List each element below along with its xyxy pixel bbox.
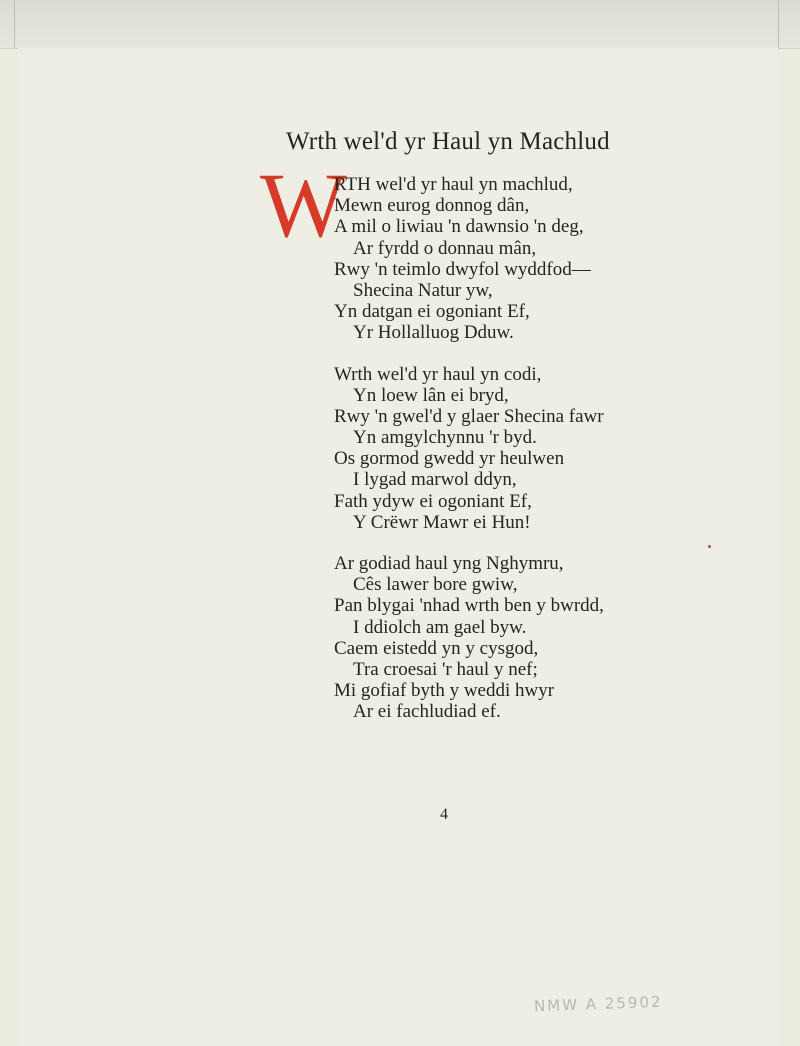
poem-line: Mewn eurog donnog dân, (334, 195, 530, 217)
stanza (334, 364, 604, 534)
stanza (334, 174, 604, 344)
poem-line: Yn loew lân ei bryd, (353, 384, 509, 406)
poem-line: Yn datgan ei ogoniant Ef, (334, 301, 530, 323)
poem-line: Os gormod gwedd yr heulwen (334, 448, 565, 470)
poem-line: Yn amgylchynnu 'r byd. (353, 427, 537, 449)
poem-line: Shecina Natur yw, (353, 279, 493, 301)
poem-line: Cês lawer bore gwiw, (353, 574, 518, 596)
poem-title: Wrth wel'd yr Haul yn Machlud (286, 128, 610, 155)
poem-line: Ar ei fachludiad ef. (353, 701, 501, 723)
poem-line: Ar fyrdd o donnau mân, (353, 237, 537, 259)
poem-line: Tra croesai 'r haul y nef; (353, 658, 538, 680)
strip-edge-right (778, 0, 779, 48)
drop-cap: W (260, 154, 347, 256)
poem-body (334, 174, 604, 723)
poem-line: Ar godiad haul yng Nghymru, (334, 553, 564, 574)
poem-line: Caem eistedd yn y cysgod, (334, 637, 539, 659)
poem-line: Rwy 'n teimlo dwyfol wyddfod— (334, 258, 591, 280)
poem-line: Yr Hollalluog Dduw. (353, 322, 514, 344)
poem-line: Mi gofiaf byth y weddi hwyr (334, 680, 555, 702)
poem-line: I lygad marwol ddyn, (353, 469, 517, 491)
poem-line: Rwy 'n gwel'd y glaer Shecina fawr (334, 405, 604, 427)
poem-line: Wrth wel'd yr haul yn codi, (334, 363, 542, 385)
ink-speck (708, 545, 711, 548)
stanza (334, 553, 604, 723)
poem-line: I ddiolch am gael byw. (353, 616, 527, 638)
poem-line: Y Crëwr Mawr ei Hun! (353, 511, 531, 533)
poem-line: Pan blygai 'nhad wrth ben y bwrdd, (334, 595, 604, 617)
stanza-gap (334, 344, 604, 364)
accession-number: NMW A 25902 (533, 992, 663, 1016)
poem-line: RTH wel'd yr haul yn machlud, (334, 174, 573, 195)
top-mount-strip (0, 0, 800, 49)
poem-line: A mil o liwiau 'n dawnsio 'n deg, (334, 216, 584, 238)
stanza-gap (334, 533, 604, 553)
strip-edge-left (14, 0, 15, 48)
page-number: 4 (440, 806, 448, 823)
poem-line: Fath ydyw ei ogoniant Ef, (334, 490, 532, 512)
